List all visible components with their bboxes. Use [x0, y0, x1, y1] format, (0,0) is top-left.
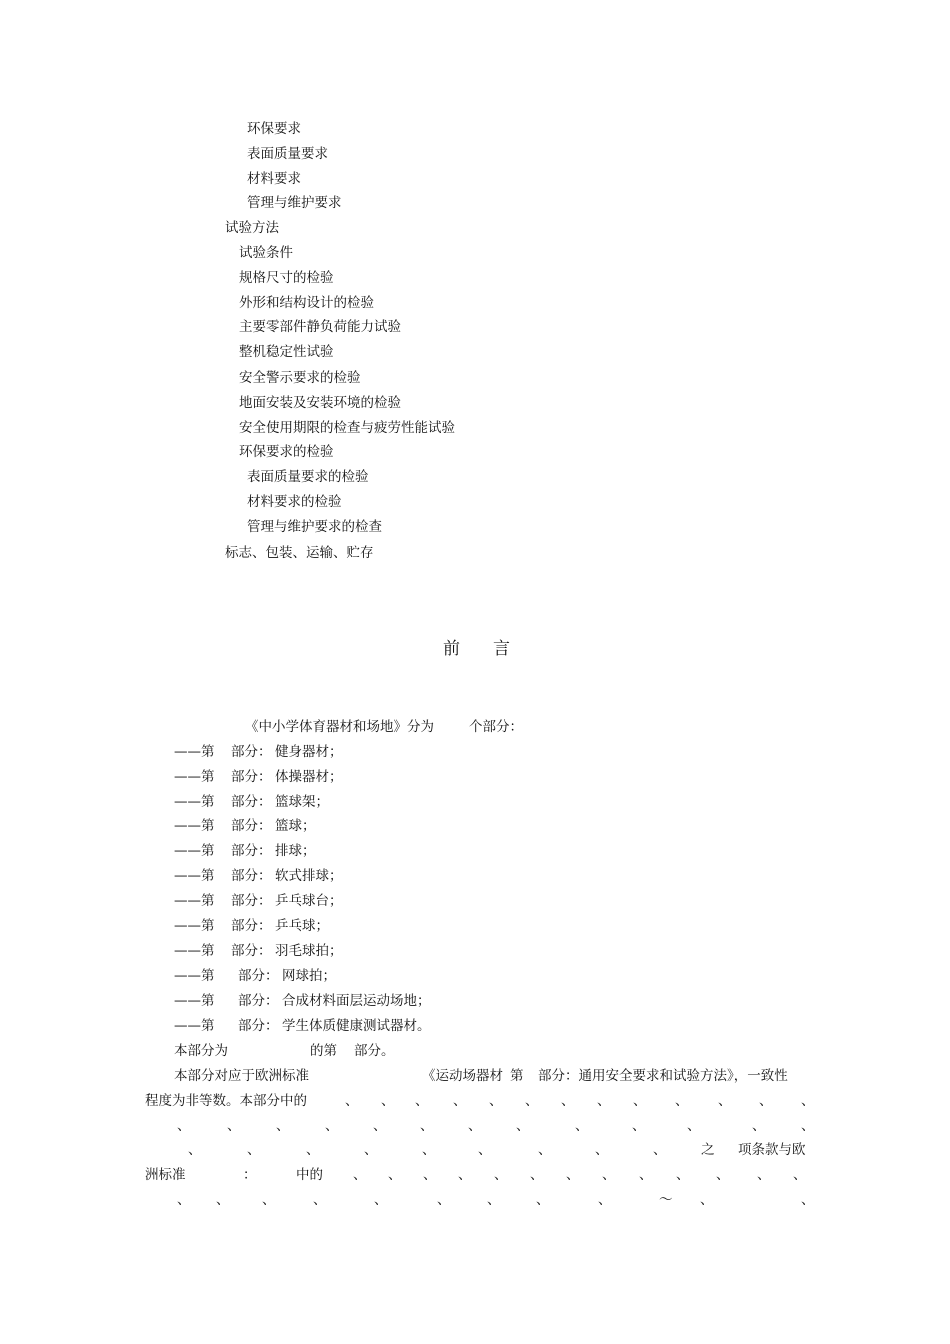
part-dash: ——第	[174, 794, 215, 810]
enumeration-separator: 、	[752, 1118, 766, 1134]
enumeration-separator: 、	[801, 1192, 815, 1208]
part-name: 乒乓球台；	[275, 893, 343, 909]
enumeration-separator: 、	[177, 1118, 191, 1134]
enumeration-separator: 、	[602, 1167, 616, 1183]
enumeration-separator: 、	[566, 1167, 580, 1183]
part-name: 排球；	[275, 843, 316, 859]
part-name: 软式排球；	[275, 868, 343, 884]
toc-item: 外形和结构设计的检验	[239, 295, 374, 311]
toc-item: 规格尺寸的检验	[239, 270, 334, 286]
enumeration-separator: 、	[353, 1167, 367, 1183]
part-word: 部分：	[231, 794, 272, 810]
enumeration-separator: 、	[489, 1093, 503, 1109]
toc-item: 表面质量要求的检验	[247, 469, 369, 485]
enumeration-separator: 、	[597, 1093, 611, 1109]
part-dash: ——第	[174, 744, 215, 760]
toc-item: 安全使用期限的检查与疲劳性能试验	[239, 420, 455, 436]
part-word: 部分：	[231, 893, 272, 909]
enumeration-separator: 、	[262, 1192, 276, 1208]
part-name: 合成材料面层运动场地；	[282, 993, 431, 1009]
corr-text: 本部分对应于欧洲标准	[174, 1068, 309, 1084]
toc-item: 地面安装及安装环境的检验	[239, 395, 401, 411]
enumeration-separator: 、	[575, 1118, 589, 1134]
enumeration-separator: 、	[345, 1093, 359, 1109]
euro-std-text: 洲标准	[145, 1167, 186, 1183]
enumeration-separator: 、	[525, 1093, 539, 1109]
part-name: 健身器材；	[275, 744, 343, 760]
foreword-title-char-1: 前	[443, 639, 460, 659]
enumeration-separator: 、	[276, 1118, 290, 1134]
part-word: 部分：	[238, 1018, 279, 1034]
zhi-text: 之	[701, 1142, 715, 1158]
toc-item: 表面质量要求	[247, 146, 328, 162]
toc-item: 安全警示要求的检验	[239, 370, 361, 386]
enumeration-separator: 、	[639, 1167, 653, 1183]
enumeration-separator: 、	[458, 1167, 472, 1183]
enumeration-separator: 、	[538, 1142, 552, 1158]
part-dash: ——第	[174, 993, 215, 1009]
part-word: 部分：	[231, 818, 272, 834]
part-word: 部分：	[231, 943, 272, 959]
intro-text: 《中小学体育器材和场地》分为	[245, 719, 434, 735]
enumeration-separator: 、	[632, 1118, 646, 1134]
part-name: 篮球架；	[275, 794, 329, 810]
enumeration-separator: 、	[306, 1142, 320, 1158]
enumeration-separator: 、	[598, 1192, 612, 1208]
part-word: 部分：	[231, 744, 272, 760]
enumeration-separator: 、	[415, 1093, 429, 1109]
enumeration-separator: 、	[487, 1192, 501, 1208]
enumeration-separator: 、	[381, 1093, 395, 1109]
part-dash: ——第	[174, 918, 215, 934]
enumeration-separator: 、	[325, 1118, 339, 1134]
enumeration-separator: 、	[633, 1093, 647, 1109]
part-name: 网球拍；	[282, 968, 336, 984]
part-dash: ——第	[174, 893, 215, 909]
toc-section: 试验方法	[225, 220, 279, 236]
tilde-text: ～	[659, 1192, 673, 1208]
zhong-de-text: 中的	[296, 1167, 323, 1183]
toc-item: 材料要求的检验	[247, 494, 342, 510]
enumeration-separator: 、	[494, 1167, 508, 1183]
enumeration-separator: 、	[536, 1192, 550, 1208]
toc-item: 整机稳定性试验	[239, 344, 334, 360]
toc-item: 试验条件	[239, 245, 293, 261]
enumeration-separator: 、	[177, 1192, 191, 1208]
part-name: 篮球；	[275, 818, 316, 834]
part-name: 体操器材；	[275, 769, 343, 785]
corr-text: 《运动场器材	[422, 1068, 503, 1084]
enumeration-separator: 、	[716, 1167, 730, 1183]
enumeration-separator: 、	[453, 1093, 467, 1109]
enumeration-separator: 、	[388, 1167, 402, 1183]
enumeration-separator: 、	[653, 1142, 667, 1158]
part-name: 学生体质健康测试器材。	[282, 1018, 431, 1034]
enumeration-separator: 、	[801, 1093, 815, 1109]
toc-item: 管理与维护要求的检查	[247, 519, 382, 535]
enumeration-separator: 、	[759, 1093, 773, 1109]
corr-text: 部分：通用安全要求和试验方法》，一致性	[538, 1068, 788, 1084]
enumeration-separator: 、	[676, 1167, 690, 1183]
enumeration-separator: 、	[227, 1118, 241, 1134]
part-word: 部分：	[238, 968, 279, 984]
enumeration-separator: 、	[374, 1192, 388, 1208]
part-dash: ——第	[174, 818, 215, 834]
this-part-text: 本部分为	[174, 1043, 228, 1059]
enumeration-separator: 、	[801, 1118, 815, 1134]
part-name: 乒乓球；	[275, 918, 329, 934]
enumeration-separator: 、	[530, 1167, 544, 1183]
enumeration-separator: 、	[420, 1118, 434, 1134]
enumeration-separator: 、	[595, 1142, 609, 1158]
enumeration-separator: 、	[373, 1118, 387, 1134]
part-dash: ——第	[174, 1018, 215, 1034]
enumeration-separator: 、	[313, 1192, 327, 1208]
part-word: 部分：	[238, 993, 279, 1009]
toc-item: 主要零部件静负荷能力试验	[239, 319, 401, 335]
this-part-text: 部分。	[354, 1043, 395, 1059]
enumeration-separator: 、	[516, 1118, 530, 1134]
enumeration-separator: 、	[478, 1142, 492, 1158]
part-word: 部分：	[231, 868, 272, 884]
xiang-text: 项条款与欧	[738, 1142, 806, 1158]
part-dash: ——第	[174, 943, 215, 959]
toc-item: 管理与维护要求	[247, 195, 342, 211]
part-word: 部分：	[231, 918, 272, 934]
enumeration-separator: 、	[247, 1142, 261, 1158]
enumeration-separator: 、	[437, 1192, 451, 1208]
enumeration-separator: 、	[793, 1167, 807, 1183]
part-dash: ——第	[174, 843, 215, 859]
enumeration-separator: 、	[687, 1118, 701, 1134]
part-word: 部分：	[231, 769, 272, 785]
enumeration-separator: 、	[700, 1192, 714, 1208]
part-dash: ——第	[174, 769, 215, 785]
part-name: 羽毛球拍；	[275, 943, 343, 959]
toc-item: 材料要求	[247, 171, 301, 187]
corr-text: 程度为非等数。本部分中的	[145, 1093, 307, 1109]
part-dash: ——第	[174, 868, 215, 884]
toc-item: 环保要求的检验	[239, 444, 334, 460]
enumeration-separator: 、	[718, 1093, 732, 1109]
enumeration-separator: 、	[561, 1093, 575, 1109]
this-part-text: 的第	[310, 1043, 337, 1059]
part-dash: ——第	[174, 968, 215, 984]
enumeration-separator: 、	[468, 1118, 482, 1134]
enumeration-separator: 、	[757, 1167, 771, 1183]
part-word: 部分：	[231, 843, 272, 859]
toc-item: 环保要求	[247, 121, 301, 137]
intro-text-end: 个部分：	[469, 719, 523, 735]
enumeration-separator: 、	[216, 1192, 230, 1208]
enumeration-separator: 、	[423, 1167, 437, 1183]
foreword-title-char-2: 言	[493, 639, 510, 659]
enumeration-separator: 、	[422, 1142, 436, 1158]
corr-text: 第	[510, 1068, 524, 1084]
enumeration-separator: 、	[675, 1093, 689, 1109]
colon-text: ：	[243, 1167, 257, 1183]
toc-section: 标志、包装、运输、贮存	[225, 545, 374, 561]
enumeration-separator: 、	[188, 1142, 202, 1158]
enumeration-separator: 、	[364, 1142, 378, 1158]
